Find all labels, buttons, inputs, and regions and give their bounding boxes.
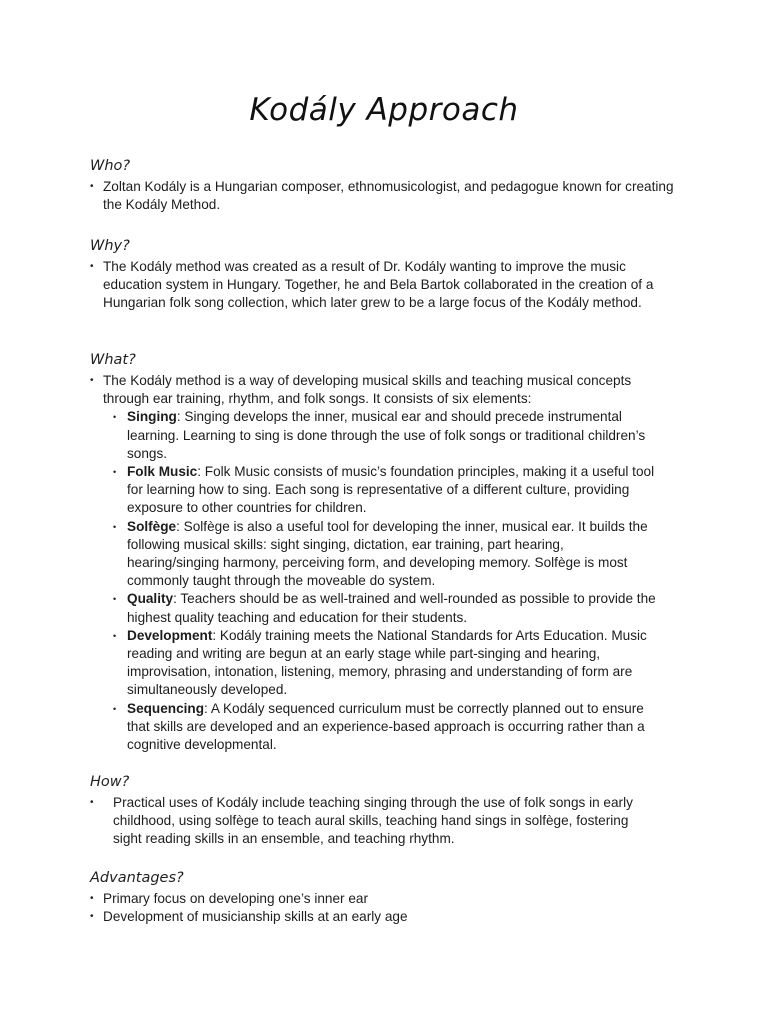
advantages-list <box>90 890 690 926</box>
list-item: • The Kodály method was created as a result of Dr. Kodály wanting to improve the music education system in Hungary. Together, he and Bela Bartok collaborated in the creation of a Hungarian folk song collection, which later grew to be a large focus of the Kodály method. <box>90 258 663 313</box>
section-heading-who: Who? <box>90 158 131 174</box>
list-item: • Development of musicianship skills at an early age <box>90 908 690 926</box>
section-what <box>90 350 690 754</box>
how-list <box>90 794 690 849</box>
page-title: Kodály Approach <box>249 92 519 128</box>
list-item: • Primary focus on developing one’s inner ear <box>90 890 690 908</box>
element-term: Quality <box>127 591 174 607</box>
section-why <box>90 236 690 313</box>
element-term: Folk Music <box>127 464 198 480</box>
element-term: Sequencing <box>127 700 205 716</box>
section-how <box>90 772 690 849</box>
element-term: Singing <box>127 409 177 425</box>
element-quality <box>113 590 658 626</box>
section-heading-what: What? <box>90 352 136 368</box>
list-item: • Zoltan Kodály is a Hungarian composer, ethnomusicologist, and pedagogue known for creating the Kodály Method. <box>90 178 690 214</box>
element-solfege <box>113 518 658 591</box>
element-text: : Singing develops the inner, musical ear and should precede instrumental learning. Learning to sing is done through the use of folk songs or traditional children’s songs. <box>127 409 646 461</box>
element-text: : Kodály training meets the National Standards for Arts Education. Music reading and writing are begun at an early stage while part-singing and hearing, improvisation, intonation, listening, memory, phrasing and understanding of form are simultaneously developed. <box>127 627 647 698</box>
element-sequencing <box>113 700 658 755</box>
element-folk-music <box>113 463 658 518</box>
what-list <box>90 372 690 754</box>
what-intro: The Kodály method is a way of developing musical skills and teaching musical concepts through ear training, rhythm, and folk songs. It consists of six elements: <box>103 373 632 407</box>
element-term: Development <box>127 627 213 643</box>
list-item: • Practical uses of Kodály include teaching singing through the use of folk songs in early childhood, using solfège to teach aural skills, teaching hand sings in solfège, fostering sight reading skills in an ensemble, and teaching rhythm. <box>90 794 658 849</box>
section-heading-why: Why? <box>90 238 130 254</box>
element-text: : Solfège is also a useful tool for developing the inner, musical ear. It builds the following musical skills: sight singing, dictation, ear training, part hearing, hearing/singing harmony, perceiving form, and developing memory. Solfège is most commonly taught through the moveable do system. <box>127 518 648 589</box>
section-heading-how: How? <box>90 774 130 790</box>
why-list <box>90 258 690 313</box>
elements-list <box>113 408 658 754</box>
section-heading-advantages: Advantages? <box>90 870 184 886</box>
element-development <box>113 627 658 700</box>
list-item <box>90 372 658 754</box>
element-text: : Teachers should be as well-trained and well-rounded as possible to provide the highest quality teaching and education for their students. <box>127 591 656 625</box>
element-term: Solfège <box>127 518 177 534</box>
who-list <box>90 178 690 214</box>
element-singing <box>113 408 658 463</box>
section-advantages <box>90 868 690 926</box>
section-who <box>90 156 690 214</box>
element-text: : A Kodály sequenced curriculum must be correctly planned out to ensure that skills are developed and an experience-based approach is occurring rather than a cognitive developmental. <box>127 700 645 753</box>
element-text: : Folk Music consists of music’s foundation principles, making it a useful tool for learning how to sing. Each song is representative of a different culture, providing exposure to other countries for children. <box>127 464 655 516</box>
